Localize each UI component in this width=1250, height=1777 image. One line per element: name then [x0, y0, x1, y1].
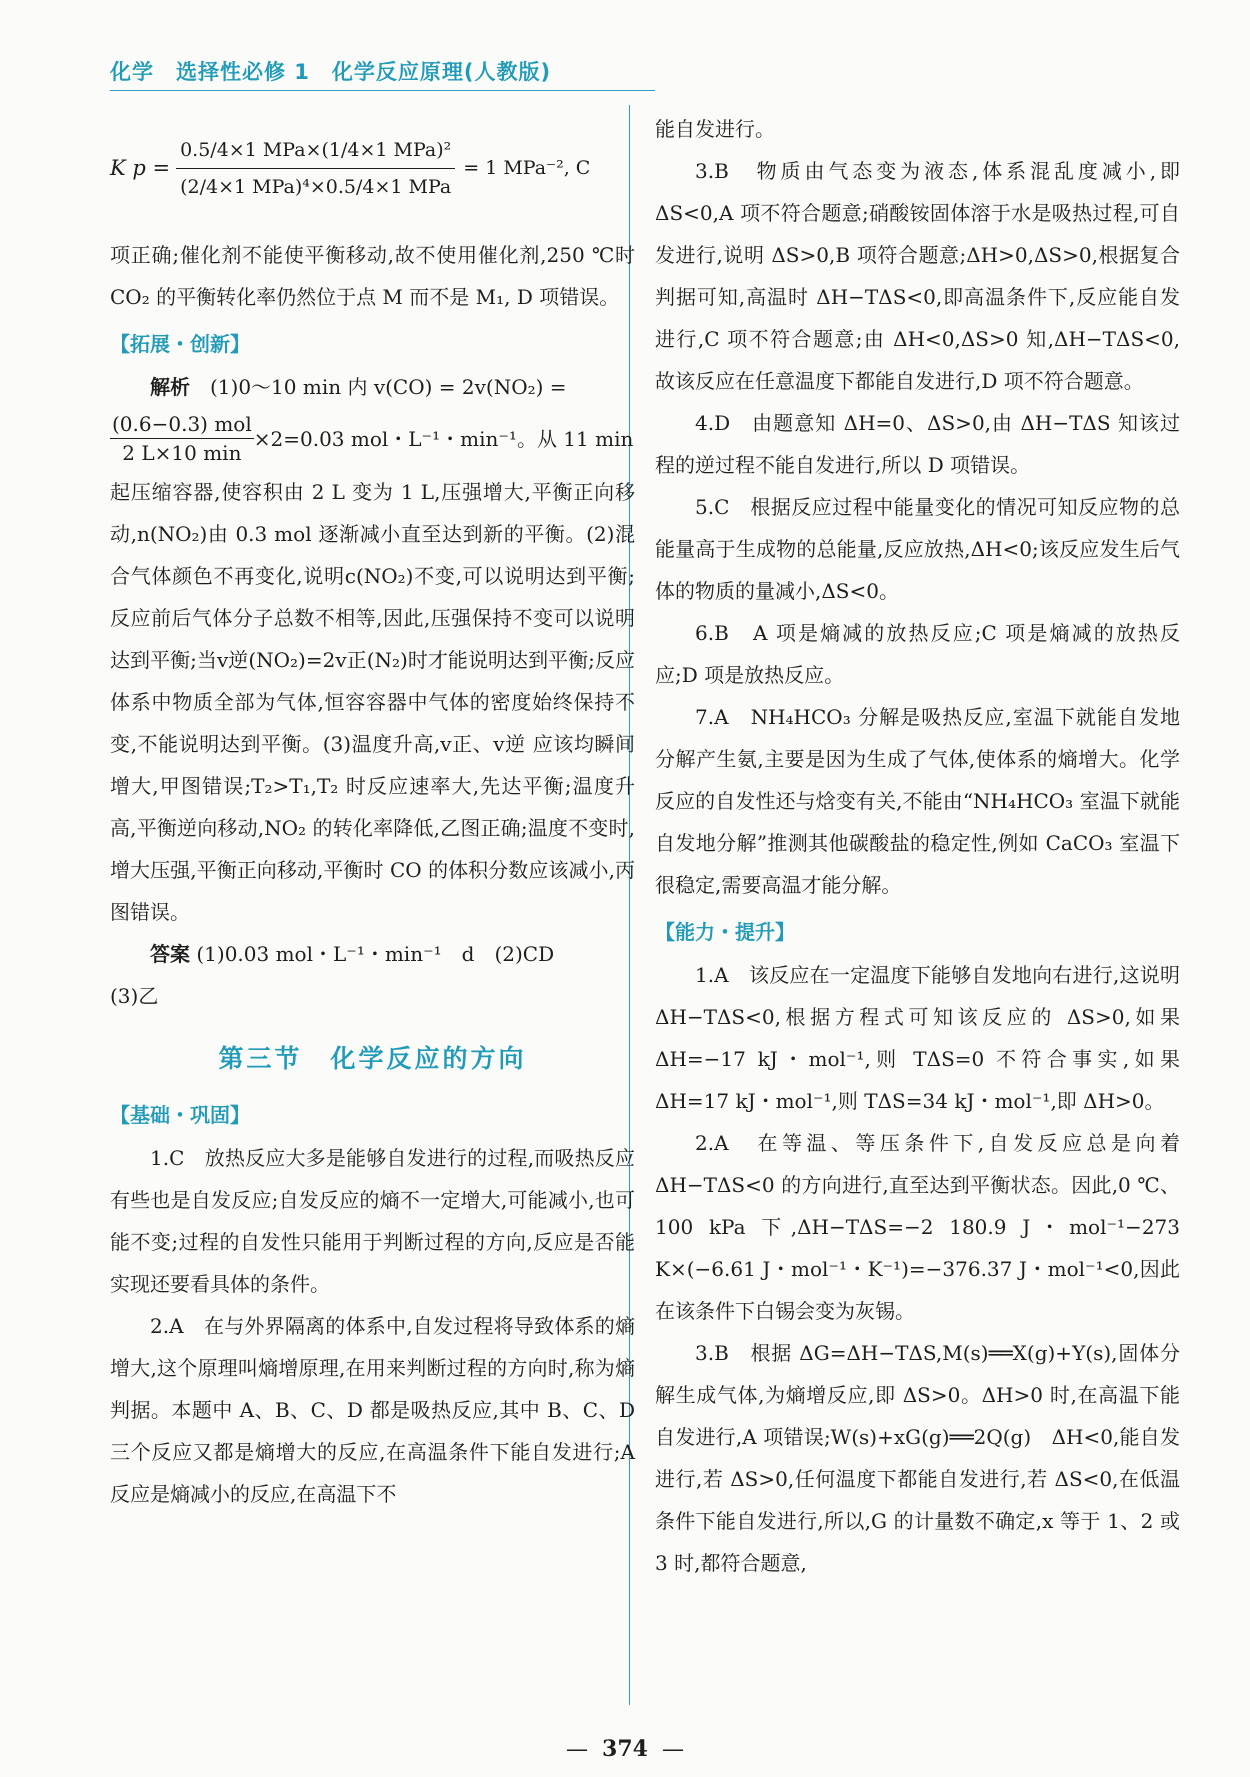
answer-item: 3.B 根据 ΔG=ΔH−TΔS,M(s)══X(g)+Y(s),固体分解生成气体,为熵增反应,即 ΔS>0。ΔH>0 时,在高温下能自发进行,A 项错误;W(s)+xG(g)══2Q(g) ΔH<0,能自发进行,若 ΔS>0,任何温度下都能自发进行,若 ΔS<0,在低温条件下能自发进行,所以,G 的计量数不确定,x 等于 1、2 或 3 时,都符合题意, — [655, 1341, 1180, 1575]
analysis-fraction-line — [110, 410, 635, 467]
paragraph: 项正确;催化剂不能使平衡移动,故不使用催化剂,250 ℃时 CO₂ 的平衡转化率仍然位于点 M 而不是 M₁, D 项错误。 — [110, 243, 635, 309]
kp-lhs: K p = — [110, 156, 171, 180]
rate-numerator: (0.6−0.3) mol — [110, 410, 254, 439]
rate-rest: ×2=0.03 mol・L⁻¹・min⁻¹。从 11 min — [253, 426, 634, 451]
section-heading-ability: 【能力・提升】 — [655, 920, 795, 944]
answer-text: (1)0.03 mol・L⁻¹・min⁻¹ d (2)CD — [196, 942, 555, 966]
answer-item: 7.A NH₄HCO₃ 分解是吸热反应,室温下就能自发地分解产生氨,主要是因为生成了气体,使体系的熵增大。化学反应的自发性还与焓变有关,不能由“NH₄HCO₃ 室温下就能自发地分解”推测其他碳酸盐的稳定性,例如 CaCO₃ 室温下很稳定,需要高温才能分解。 — [655, 705, 1180, 897]
answer-line2: (3)乙 — [110, 984, 159, 1008]
answer-item: 3.B 物质由气态变为液态,体系混乱度减小,即 ΔS<0,A 项不符合题意;硝酸铵固体溶于水是吸热过程,可自发进行,说明 ΔS>0,B 项符合题意;ΔH>0,ΔS>0,根据复合判据可知,高温时 ΔH−TΔS<0,即高温条件下,反应能自发进行,C 项不符合题意;由 ΔH<0,ΔS>0 知,ΔH−TΔS<0,故该反应在任意温度下都能自发进行,D 项不符合题意。 — [655, 159, 1180, 393]
analysis-body: 起压缩容器,使容积由 2 L 变为 1 L,压强增大,平衡正向移动,n(NO₂)由 0.3 mol 逐渐减小直至达到新的平衡。(2)混合气体颜色不再变化,说明c(NO₂)不变,可以说明达到平衡;反应前后气体分子总数不相等,因此,压强保持不变可以说明达到平衡;当v逆(NO₂)=2v正(N₂)时才能说明达到平衡;反应体系中物质全部为气体,恒容容器中气体的密度始终保持不变,不能说明达到平衡。(3)温度升高,v正、v逆 应该均瞬间增大,甲图错误;T₂>T₁,T₂ 时反应速率大,先达平衡;温度升高,平衡逆向移动,NO₂ 的转化率降低,乙图正确;温度不变时,增大压强,平衡正向移动,平衡时 CO 的体积分数应该减小,丙图错误。 — [110, 480, 635, 924]
answer-item: 5.C 根据反应过程中能量变化的情况可知反应物的总能量高于生成物的总能量,反应放热,ΔH<0;该反应发生后气体的物质的量减小,ΔS<0。 — [655, 495, 1180, 603]
rate-denominator: 2 L×10 min — [122, 441, 242, 465]
analysis-text1: (1)0～10 min 内 v(CO) = 2v(NO₂) = — [210, 375, 567, 399]
kp-rhs: = 1 MPa⁻², C — [463, 157, 591, 179]
analysis-label: 解析 — [150, 375, 190, 399]
answer-item: 1.A 该反应在一定温度下能够自发地向右进行,这说明 ΔH−TΔS<0,根据方程式可知该反应的 ΔS>0,如果 ΔH=−17 kJ・mol⁻¹,则 TΔS=0 不符合事实,如果 ΔH=17 kJ・mol⁻¹,则 TΔS=34 kJ・mol⁻¹,即 ΔH>0。 — [655, 963, 1180, 1113]
paragraph: 能自发进行。 — [655, 117, 775, 141]
answer-line — [110, 933, 635, 975]
section-heading-extension: 【拓展・创新】 — [110, 332, 250, 356]
answer-label: 答案 — [150, 942, 190, 966]
running-header: 化学 选择性必修 1 化学反应原理(人教版) — [110, 60, 552, 84]
page-number: 374 — [602, 1736, 648, 1762]
chapter-title: 第三节 化学反应的方向 — [218, 1044, 527, 1073]
rate-fraction — [110, 410, 254, 467]
answer-item: 4.D 由题意知 ΔH=0、ΔS>0,由 ΔH−TΔS 知该过程的逆过程不能自发进行,所以 D 项错误。 — [655, 411, 1180, 477]
right-column — [655, 108, 1180, 1584]
footer-dash-right: — — [661, 1737, 684, 1762]
section-heading-basics: 【基础・巩固】 — [110, 1103, 250, 1127]
answer-item: 6.B A 项是熵减的放热反应;C 项是熵减的放热反应;D 项是放热反应。 — [655, 621, 1180, 687]
analysis-line1 — [110, 366, 635, 408]
left-column — [110, 108, 635, 1515]
answer-item: 1.C 放热反应大多是能够自发进行的过程,而吸热反应有些也是自发反应;自发反应的熵不一定增大,可能减小,也可能不变;过程的自发性只能用于判断过程的方向,反应是否能实现还要看具体的条件。 — [110, 1146, 635, 1296]
kp-denominator: (2/4×1 MPa)⁴×0.5/4×1 MPa — [180, 175, 452, 198]
answer-item: 2.A 在与外界隔离的体系中,自发过程将导致体系的熵增大,这个原理叫熵增原理,在用来判断过程的方向时,称为熵判据。本题中 A、B、C、D 都是吸热反应,其中 B、C、D 三个反应又都是熵增大的反应,在高温条件下能自发进行;A 反应是熵减小的反应,在高温下不 — [110, 1314, 635, 1506]
page-number-footer — [0, 1736, 1250, 1762]
footer-dash-left: — — [566, 1737, 589, 1762]
header-rule — [110, 90, 655, 91]
kp-numerator: 0.5/4×1 MPa×(1/4×1 MPa)² — [176, 138, 455, 169]
kp-fraction — [176, 138, 455, 199]
kp-formula — [110, 108, 635, 228]
answer-item: 2.A 在等温、等压条件下,自发反应总是向着 ΔH−TΔS<0 的方向进行,直至达到平衡状态。因此,0 ℃、100 kPa 下,ΔH−TΔS=−2 180.9 J・mol⁻¹−273 K×(−6.61 J・mol⁻¹・K⁻¹)=−376.37 J・mol⁻¹<0,因此在该条件下白锡会变为灰锡。 — [655, 1131, 1180, 1323]
